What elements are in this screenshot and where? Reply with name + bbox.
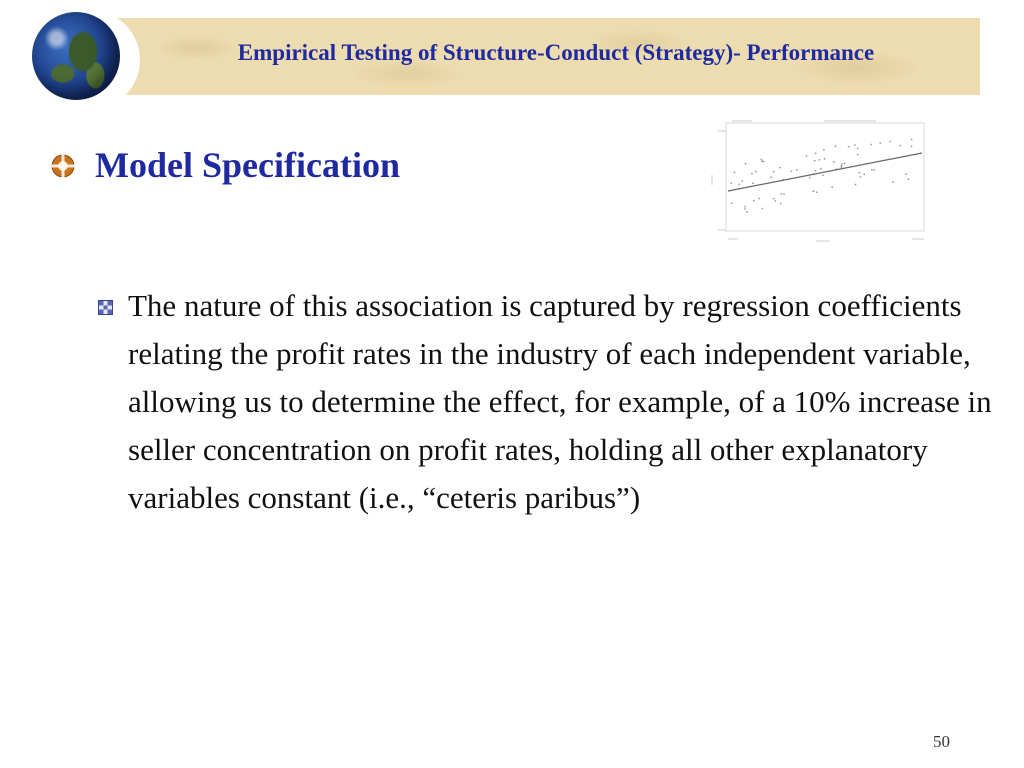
scatter-dot: [741, 180, 743, 182]
slide-title: Empirical Testing of Structure-Conduct (Strategy)- Performance: [237, 40, 875, 65]
scatter-dot: [889, 141, 891, 143]
scatter-dot: [746, 211, 748, 213]
scatter-dot: [744, 208, 746, 210]
scatter-dot: [854, 144, 856, 146]
scatter-dot: [734, 172, 736, 174]
scatter-dot: [848, 146, 850, 148]
scatter-plot-thumbnail: [698, 117, 934, 245]
scatter-dot: [815, 170, 817, 172]
scatter-dot: [879, 142, 881, 144]
scatter-dot: [892, 181, 894, 183]
scatter-dot: [752, 182, 754, 184]
scatter-dot: [815, 153, 817, 155]
scatter-dot: [873, 169, 875, 171]
scatter-dot: [855, 184, 857, 186]
scatter-dot: [738, 184, 740, 186]
scatter-dot: [870, 144, 872, 146]
scatter-dot: [863, 173, 865, 175]
scatter-dot: [760, 159, 762, 161]
slide-number: 50: [933, 732, 950, 751]
scatter-dot: [779, 167, 781, 169]
scatter-dot: [820, 168, 822, 170]
scatter-dot: [911, 139, 913, 141]
scatter-dot: [814, 160, 816, 162]
scatter-dot: [857, 154, 859, 156]
section-heading: Model Specification: [95, 145, 400, 185]
scatter-dot: [731, 202, 733, 204]
scatter-dot: [755, 171, 757, 173]
scatter-dot: [822, 175, 824, 177]
scatter-dot: [871, 169, 873, 171]
scatter-dot: [745, 163, 747, 165]
scatter-dot: [781, 193, 783, 195]
crosshair-bullet-icon: [50, 153, 76, 179]
scatter-dot: [774, 200, 776, 202]
scatter-dot: [824, 158, 826, 160]
scatter-dot: [831, 186, 833, 188]
scatter-dot: [773, 198, 775, 200]
scatter-dot: [841, 163, 843, 165]
scatter-dot: [813, 190, 815, 192]
scatter-dot: [770, 176, 772, 178]
scatter-dot: [833, 161, 835, 163]
scatter-dot: [859, 172, 861, 174]
scatter-dot: [762, 208, 764, 210]
scatter-dot: [780, 203, 782, 205]
scatter-dot: [758, 198, 760, 200]
scatter-dot: [744, 206, 746, 208]
scatter-dot: [905, 173, 907, 175]
scatter-dot: [859, 176, 861, 178]
body-paragraph: The nature of this association is captured by regression coefficients relating the profit rates in the industry of each independent variable, allowing us to determine the effect, for example, of a 10% increase in seller concentration on profit rates, holding all other explanatory variables constant (i.e., “ceteris paribus”): [128, 288, 992, 515]
scatter-dot: [911, 145, 913, 147]
globe-icon: [32, 12, 120, 100]
scatter-dot: [761, 160, 763, 162]
scatter-dot: [908, 178, 910, 180]
scatter-dot: [796, 169, 798, 171]
scatter-dot: [816, 191, 818, 193]
scatter-dot: [844, 162, 846, 164]
scatter-dot: [823, 149, 825, 151]
scatter-dot: [730, 182, 732, 184]
scatter-dot: [841, 166, 843, 168]
scatter-dot: [857, 148, 859, 150]
scatter-dot: [751, 173, 753, 175]
scatter-dot: [783, 193, 785, 195]
scatter-dot: [899, 145, 901, 147]
scatter-dot: [791, 171, 793, 173]
square-bullet-icon: [98, 300, 113, 315]
scatter-dot: [753, 200, 755, 202]
scatter-dot: [809, 177, 811, 179]
scatter-dot: [773, 171, 775, 173]
scatter-dot: [806, 155, 808, 157]
scatter-dot: [819, 159, 821, 161]
scatter-dot: [835, 145, 837, 147]
